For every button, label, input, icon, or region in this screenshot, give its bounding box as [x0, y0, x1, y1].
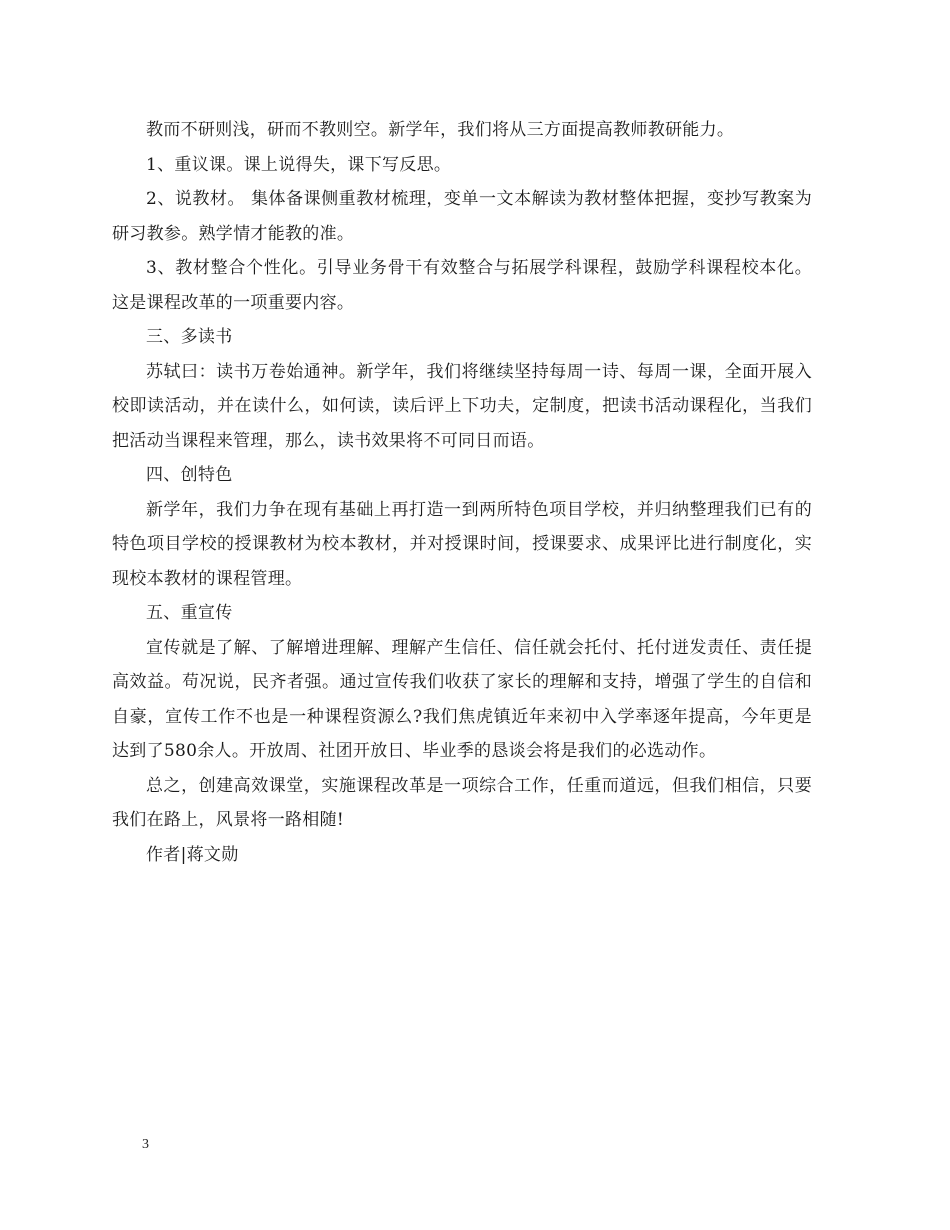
paragraph-conclusion: 总之，创建高效课堂，实施课程改革是一项综合工作，任重而道远，但我们相信，只要我们在路上，风景将一路相随! — [112, 775, 812, 830]
section-heading-features: 四、创特色 — [146, 465, 233, 485]
paragraph-item-1: 1、重议课。课上说得失，课下写反思。 — [146, 154, 452, 175]
paragraph-intro: 教而不研则浅，研而不教则空。新学年，我们将从三方面提高教师教研能力。 — [146, 120, 735, 140]
page-number: 3 — [142, 1137, 149, 1152]
paragraph-features: 新学年，我们力争在现有基础上再打造一到两所特色项目学校，并归纳整理我们已有的特色项目学校的授课教材为校本教材，并对授课时间，授课要求、成果评比进行制度化，实现校本教材的课程管理。 — [112, 499, 812, 589]
document-body — [112, 113, 812, 872]
paragraph-reading: 苏轼曰：读书万卷始通神。新学年，我们将继续坚持每周一诗、每周一课，全面开展入校即读活动，并在读什么，如何读，读后评上下功夫，定制度，把读书活动课程化，当我们把活动当课程来管理，那么，读书效果将不可同日而语。 — [112, 361, 812, 451]
section-heading-publicity: 五、重宣传 — [146, 603, 233, 623]
section-heading-reading: 三、多读书 — [146, 327, 233, 347]
paragraph-item-2: 2、说教材。 集体备课侧重教材梳理，变单一文本解读为教材整体把握，变抄写教案为研习教参。熟学情才能教的准。 — [112, 189, 812, 244]
paragraph-item-3: 3、教材整合个性化。引导业务骨干有效整合与拓展学科课程，鼓励学科课程校本化。这是课程改革的一项重要内容。 — [112, 258, 812, 313]
paragraph-publicity: 宣传就是了解、了解增进理解、理解产生信任、信任就会托付、托付迸发责任、责任提高效益。苟况说，民齐者强。通过宣传我们收获了家长的理解和支持，增强了学生的自信和自豪，宣传工作不也是一种课程资源么?我们焦虎镇近年来初中入学率逐年提高，今年更是达到了580余人。开放周、社团开放日、毕业季的恳谈会将是我们的必选动作。 — [112, 637, 812, 761]
author-line: 作者|蒋文勋 — [146, 844, 239, 865]
